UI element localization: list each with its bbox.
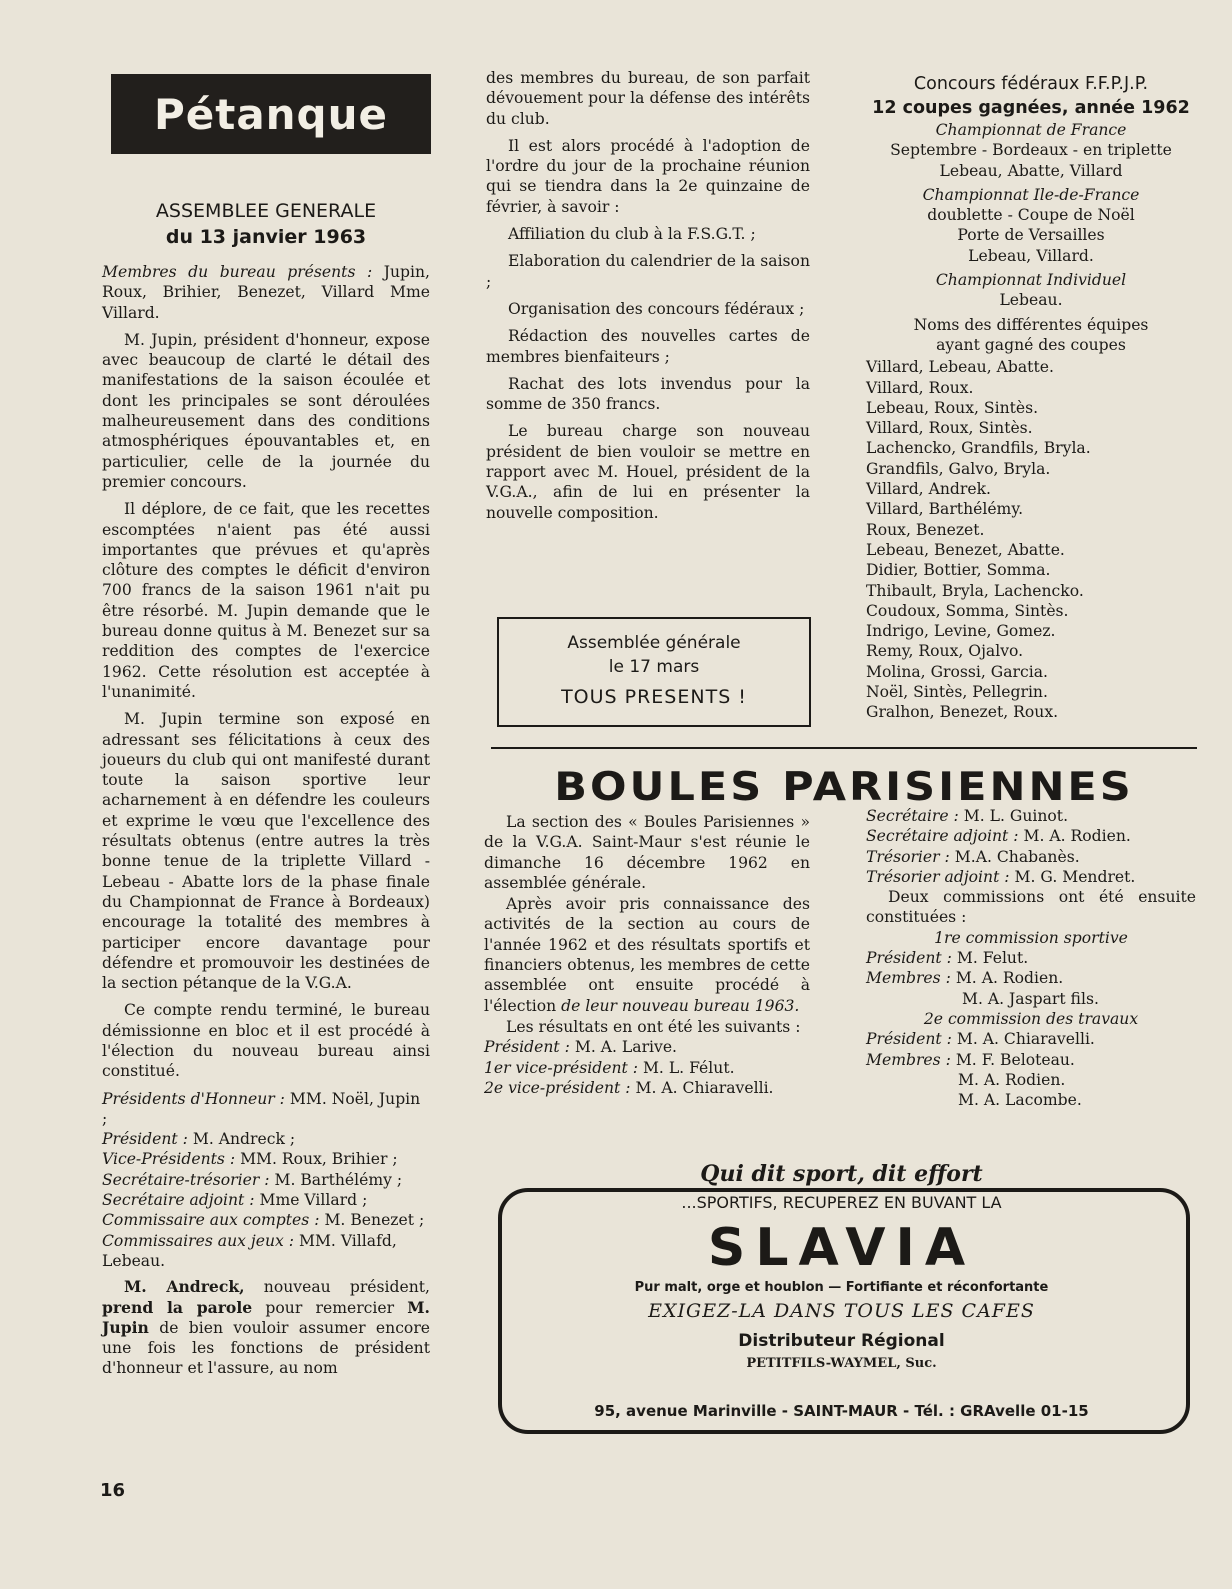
team-item: Coudoux, Somma, Sintès.: [866, 601, 1069, 620]
team-item: Gralhon, Benezet, Roux.: [866, 703, 1059, 722]
commission-names: M. Felut.: [951, 949, 1029, 968]
bureau-role: Commissaires aux jeux :: [102, 1231, 295, 1250]
bureau-names: MM. Noël, Jupin ;: [102, 1089, 421, 1128]
boules-title: BOULES PARISIENNES: [554, 764, 1134, 810]
agenda-item: Rédaction des nouvelles cartes de membres bienfaiteurs ;: [486, 327, 810, 366]
column-left: [102, 198, 430, 1386]
boules-p2-text: Après avoir pris connaissance des activités de la section au cours de l'année 1962 et des résultats sportifs et financiers obtenus, les membres de cette assemblée ont ensuite procédé à l'élection: [484, 895, 810, 1015]
commission-2-title: 2e commission des travaux: [923, 1009, 1139, 1028]
bureau-role: Commissaire aux comptes :: [102, 1211, 320, 1230]
boules-names: M. G. Mendret.: [1009, 867, 1136, 886]
championship-idf-line: doublette - Coupe de Noël: [927, 206, 1135, 225]
boules-names: M. L. Guinot.: [958, 807, 1069, 825]
championship-france-line: Septembre - Bordeaux - en triplette: [890, 141, 1172, 160]
p5-text-1: nouveau président,: [244, 1278, 431, 1297]
concours-title-1: Concours fédéraux F.F.P.J.P.: [913, 74, 1149, 94]
ad-address: 95, avenue Marinville - SAINT-MAUR - Tél. : GRAvelle 01-15: [594, 1402, 1089, 1420]
bureau-line: [102, 1231, 430, 1272]
ad-exigez: EXIGEZ-LA DANS TOUS LES CAFES: [648, 1300, 1035, 1322]
championship-idf-line: Porte de Versailles: [957, 226, 1105, 245]
bureau-role: Secrétaire adjoint :: [102, 1191, 255, 1210]
team-item: Villard, Roux, Sintès.: [866, 419, 1033, 438]
team-item: Villard, Roux.: [866, 378, 974, 397]
commission-2-member-2: M. A. Rodien.: [958, 1070, 1066, 1089]
column-right: [866, 72, 1196, 723]
bureau-line: [102, 1210, 430, 1230]
boules-bureau-line: [866, 867, 1196, 887]
boules-names: M. A. Larive.: [569, 1038, 678, 1057]
notice-line-1: Assemblée générale: [567, 633, 741, 653]
boules-bureau-line: [866, 826, 1196, 846]
petanque-banner: Pétanque: [111, 74, 431, 154]
commission-role: Membres :: [866, 1050, 951, 1069]
boules-names: M. A. Chiaravelli.: [630, 1078, 774, 1097]
championship-france-title: Championnat de France: [935, 121, 1127, 139]
bureau-names: MM. Villafd, Lebeau.: [102, 1231, 397, 1270]
notice-line-3: TOUS PRESENTS !: [561, 686, 747, 708]
boules-column-right: [866, 806, 1196, 1110]
team-item: Lachencko, Grandfils, Bryla.: [866, 439, 1091, 458]
bureau-role: Président :: [102, 1130, 188, 1149]
ad-slogan: Qui dit sport, dit effort: [700, 1161, 983, 1187]
boules-bureau-line: [484, 1058, 810, 1078]
boules-paragraph-2: [484, 894, 810, 1016]
p5-bold-3: M. Jupin: [102, 1297, 430, 1337]
commission-names: M. A. Rodien.: [950, 969, 1064, 988]
commission-1-title: 1re commission sportive: [934, 928, 1128, 947]
boules-role: Trésorier adjoint :: [866, 867, 1010, 886]
team-item: Thibault, Bryla, Lachencko.: [866, 581, 1084, 600]
boules-names: M. A. Rodien.: [1018, 827, 1131, 846]
ad-description: Pur malt, orge et houblon — Fortifiante et réconfortante: [634, 1280, 1049, 1295]
team-item: Indrigo, Levine, Gomez.: [866, 622, 1056, 641]
p5-text-2: pour remercier: [252, 1298, 408, 1317]
team-item: Roux, Benezet.: [866, 520, 985, 539]
teams-list: [866, 357, 1196, 722]
ad-distributor: Distributeur Régional: [738, 1331, 945, 1351]
members-present: [102, 262, 430, 323]
paragraph-5: [102, 1277, 430, 1378]
bureau-names: M. Benezet ;: [319, 1211, 425, 1230]
boules-role: Secrétaire adjoint :: [866, 827, 1019, 846]
assembly-heading: [102, 198, 430, 250]
boules-role: Trésorier :: [866, 847, 950, 866]
commission-2-president: [866, 1029, 1196, 1049]
bureau-role: Secrétaire-trésorier :: [102, 1170, 270, 1189]
team-item: Didier, Bottier, Somma.: [866, 561, 1051, 580]
team-item: Villard, Barthélémy.: [866, 500, 1024, 519]
team-item: Noël, Sintès, Pellegrin.: [866, 683, 1048, 702]
team-item: Grandfils, Galvo, Bryla.: [866, 459, 1051, 478]
agenda-item: Rachat des lots invendus pour la somme de 350 francs.: [486, 374, 810, 414]
paragraph-6: des membres du bureau, de son parfait dévouement pour la défense des intérêts du club.: [486, 69, 810, 128]
commission-role: Président :: [866, 1030, 952, 1049]
teams-title: ayant gagné des coupes: [936, 335, 1126, 354]
championship-france-line: Lebeau, Abatte, Villard: [939, 161, 1123, 180]
team-item: Villard, Andrek.: [866, 480, 991, 499]
boules-role: 2e vice-président :: [484, 1078, 631, 1097]
boules-column-left: [484, 812, 810, 1098]
bureau-line: [102, 1129, 430, 1149]
agenda-item: Organisation des concours fédéraux ;: [508, 299, 805, 318]
ad-tagline: ...SPORTIFS, RECUPEREZ EN BUVANT LA: [681, 1193, 1002, 1212]
bureau-names: Mme Villard ;: [254, 1191, 368, 1210]
team-item: Villard, Lebeau, Abatte.: [866, 358, 1054, 377]
bureau-line: [102, 1149, 430, 1169]
paragraph-4: Ce compte rendu terminé, le bureau démissionne en bloc et il est procédé à l'élection du nouveau bureau ainsi constitué.: [102, 1001, 430, 1081]
boules-p2-italic: de leur nouveau bureau 1963.: [556, 996, 800, 1015]
championship-idf-title: Championnat Ile-de-France: [922, 185, 1140, 204]
bureau-line: [102, 1170, 430, 1190]
commission-names: M. F. Beloteau.: [950, 1050, 1075, 1069]
boules-paragraph-1: La section des « Boules Parisiennes » de la V.G.A. Saint-Maur s'est réunie le dimanche 16 décembre 1962 en assemblée générale.: [484, 813, 810, 892]
paragraph-8: Le bureau charge son nouveau président de bien vouloir se mettre en rapport avec M. Houel, président de la V.G.A., afin de lui en présenter la nouvelle composition.: [486, 422, 810, 522]
bureau-names: M. Barthélémy ;: [269, 1170, 403, 1189]
assembly-notice-box: [497, 617, 811, 727]
section-divider: [491, 747, 1197, 749]
p5-bold-2: prend la parole: [102, 1297, 253, 1317]
commission-role: Président :: [866, 949, 952, 968]
p5-text-3: de bien vouloir assumer encore une fois les fonctions de président d'honneur et l'assure, au nom: [102, 1318, 430, 1378]
boules-role: 1er vice-président :: [484, 1058, 638, 1077]
agenda-item: Elaboration du calendrier de la saison ;: [486, 252, 810, 291]
commission-names: M. A. Chiaravelli.: [951, 1030, 1095, 1049]
paragraph-7: Il est alors procédé à l'adoption de l'ordre du jour de la prochaine réunion qui se tiendra dans la 2e quinzaine de février, à savoir :: [486, 136, 810, 216]
bureau-line: [102, 1089, 430, 1130]
bureau-line: [102, 1190, 430, 1210]
concours-title-2: 12 coupes gagnées, année 1962: [872, 98, 1190, 118]
new-bureau-list: [102, 1089, 430, 1272]
championship-idf-line: Lebeau, Villard.: [968, 246, 1094, 265]
commission-1-president: [866, 948, 1196, 968]
assembly-heading-date: du 13 janvier 1963: [165, 226, 367, 248]
slavia-advertisement: [488, 1160, 1195, 1442]
paragraph-1: M. Jupin, président d'honneur, expose avec beaucoup de clarté le détail des manifestations de la saison écoulée et dont les principales se sont déroulées malheureusement dans des conditions atmosphériques épouvantables et, en particulier, celle de la journée du premier concours.: [102, 330, 430, 491]
notice-line-2: le 17 mars: [608, 657, 700, 677]
p5-bold-1: M. Andreck,: [124, 1277, 245, 1297]
boules-role: Président :: [484, 1038, 570, 1057]
bureau-names: MM. Roux, Brihier ;: [235, 1150, 398, 1169]
boules-bureau-line: [484, 1078, 810, 1098]
paragraph-3: M. Jupin termine son exposé en adressant ses félicitations à ceux des joueurs du club qui ont manifesté durant toute la saison sportive leur acharnement à en défendre les couleurs et exprime le vœu que l'excellence des résultats obtenus (entre autres la très bonne tenue de la triplette Villard - Lebeau - Abatte lors de la phase finale du Championnat de France à Bordeaux) encourage la totalité des membres à participer encore davantage pour défendre et promouvoir les destinées de la section pétanque de la V.G.A.: [102, 710, 430, 993]
championship-individual-title: Championnat Individuel: [935, 271, 1127, 290]
commission-2-members: [866, 1050, 1196, 1070]
column-middle: [486, 68, 810, 530]
concours-title: [866, 72, 1196, 120]
boules-bureau-line: [866, 847, 1196, 867]
championship-individual-line: Lebeau.: [999, 291, 1063, 310]
ad-content: [488, 1160, 1195, 1374]
team-item: Remy, Roux, Ojalvo.: [866, 642, 1024, 661]
boules-bureau-line: [484, 1037, 810, 1057]
commissions-intro: Deux commissions ont été ensuite constituées :: [866, 888, 1196, 927]
team-item: Molina, Grossi, Garcia.: [866, 662, 1048, 681]
team-item: Lebeau, Roux, Sintès.: [866, 398, 1039, 417]
team-item: Lebeau, Benezet, Abatte.: [866, 540, 1065, 559]
ad-brand: SLAVIA: [707, 1218, 976, 1278]
commission-2-member-3: M. A. Lacombe.: [958, 1091, 1082, 1110]
boules-names: M.A. Chabanès.: [949, 847, 1080, 866]
bureau-names: M. Andreck ;: [187, 1130, 296, 1149]
commission-1-members: [866, 968, 1196, 988]
paragraph-2: Il déplore, de ce fait, que les recettes escomptées n'aient pas été aussi importantes que prévues et qu'après clôture des comptes le déficit d'environ 700 francs de la saison 1961 n'ait pu être résorbé. M. Jupin demande que le bureau donne quitus à M. Benezet sur sa reddition des comptes de l'exercice 1962. Cette résolution est acceptée à l'unanimité.: [102, 500, 430, 701]
boules-bureau-line: [866, 806, 1196, 826]
commission-1-member-2: M. A. Jaspart fils.: [962, 989, 1099, 1008]
teams-title: Noms des différentes équipes: [913, 315, 1149, 334]
boules-role: Secrétaire :: [866, 807, 959, 825]
page-number: 16: [100, 1480, 126, 1501]
members-label: Membres du bureau présents :: [102, 263, 373, 281]
boules-names: M. L. Félut.: [637, 1058, 735, 1077]
members-text: Jupin, Roux, Brihier, Benezet, Villard Mme Villard.: [102, 263, 430, 322]
assembly-heading-title: ASSEMBLEE GENERALE: [155, 200, 377, 222]
commission-role: Membres :: [866, 969, 951, 988]
agenda-item: Affiliation du club à la F.S.G.T. ;: [508, 225, 756, 244]
bureau-role: Vice-Présidents :: [102, 1150, 236, 1169]
bureau-role: Présidents d'Honneur :: [102, 1089, 285, 1108]
ad-successor: PETITFILS-WAYMEL, Suc.: [746, 1356, 937, 1371]
boules-paragraph-3: Les résultats en ont été les suivants :: [506, 1017, 801, 1036]
